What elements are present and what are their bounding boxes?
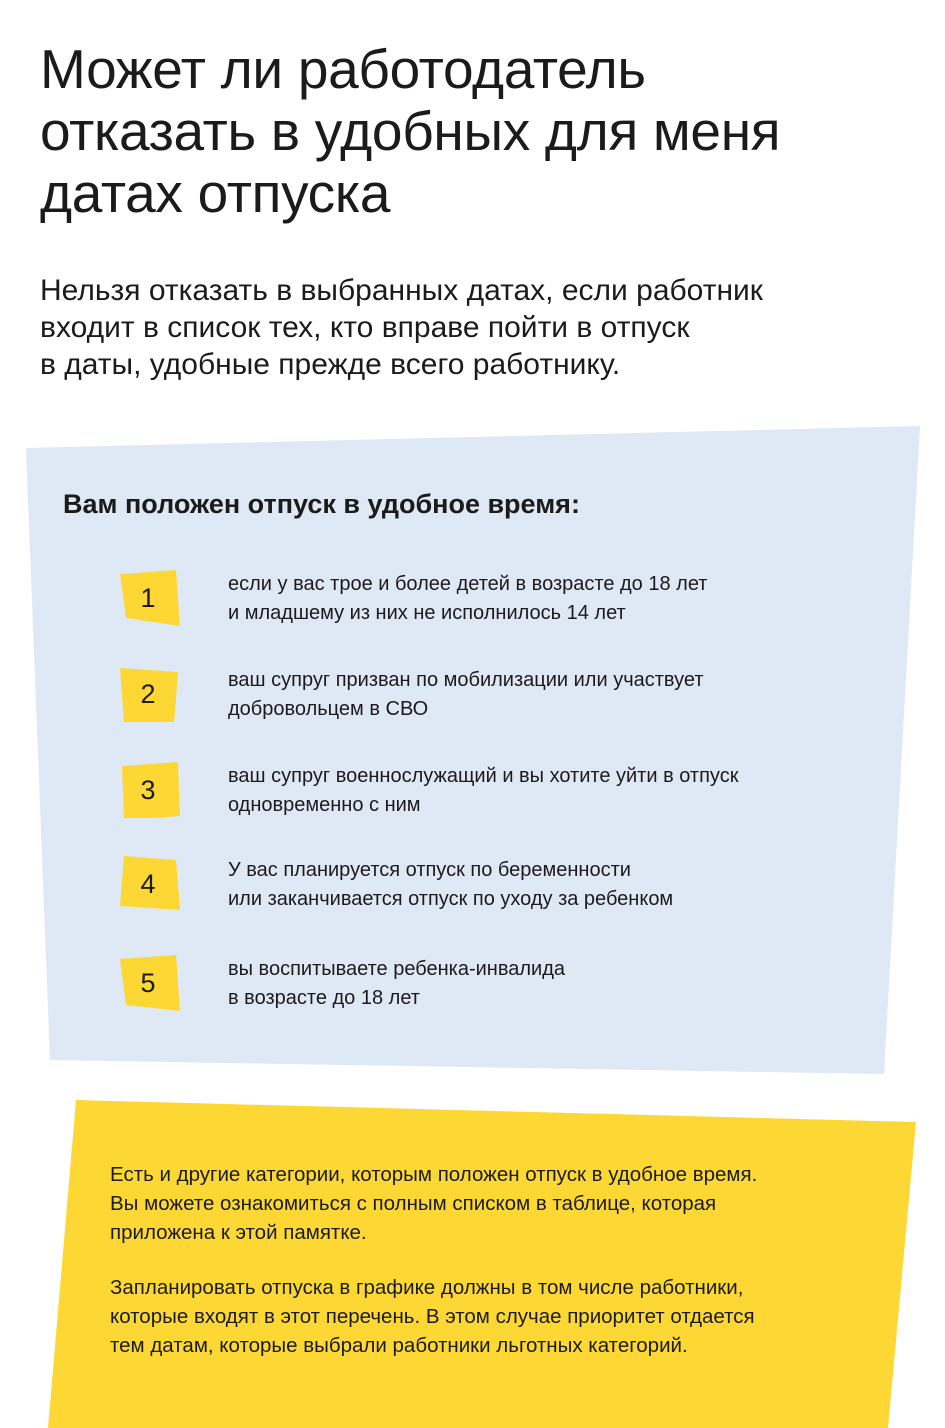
item-text: ваш супруг военнослужащий и вы хотите уйти в отпуск одновременно с ним: [228, 765, 739, 816]
list-item: [120, 570, 900, 630]
note-paragraph: Запланировать отпуска в графике должны в том числе работники, которые входят в этот перечень. В этом случае приоритет отдается тем датам, которые выбрали работники льготных категорий.: [110, 1276, 755, 1357]
item-number: 4: [140, 869, 156, 899]
item-text: У вас планируется отпуск по беременности или заканчивается отпуск по уходу за ребенком: [228, 859, 674, 910]
item-number: 2: [140, 679, 156, 709]
list-item: [120, 762, 900, 822]
list-item: [120, 666, 900, 726]
lead-paragraph: Нельзя отказать в выбранных датах, если работник входит в список тех, кто вправе пойти в отпуск в даты, удобные прежде всего работнику.: [40, 274, 763, 381]
item-text: ваш супруг призван по мобилизации или участвует добровольцем в СВО: [228, 669, 704, 720]
item-number: 1: [140, 583, 156, 613]
list-item: [120, 955, 900, 1015]
page-title: Может ли работодатель отказать в удобных для меня датах отпуска: [40, 38, 781, 224]
note-paragraph: Есть и другие категории, которым положен отпуск в удобное время. Вы можете ознакомиться с полным списком в таблице, которая приложена к этой памятке.: [110, 1163, 758, 1244]
item-text: если у вас трое и более детей в возрасте до 18 лет и младшему из них не исполнилось 14 лет: [228, 573, 708, 624]
item-number: 3: [140, 775, 156, 805]
eligibility-heading: Вам положен отпуск в удобное время:: [63, 489, 580, 519]
item-number: 5: [140, 968, 156, 998]
list-item: [120, 856, 900, 916]
notes-panel: [48, 1100, 920, 1428]
item-text: вы воспитываете ребенка-инвалида в возрасте до 18 лет: [228, 958, 565, 1009]
